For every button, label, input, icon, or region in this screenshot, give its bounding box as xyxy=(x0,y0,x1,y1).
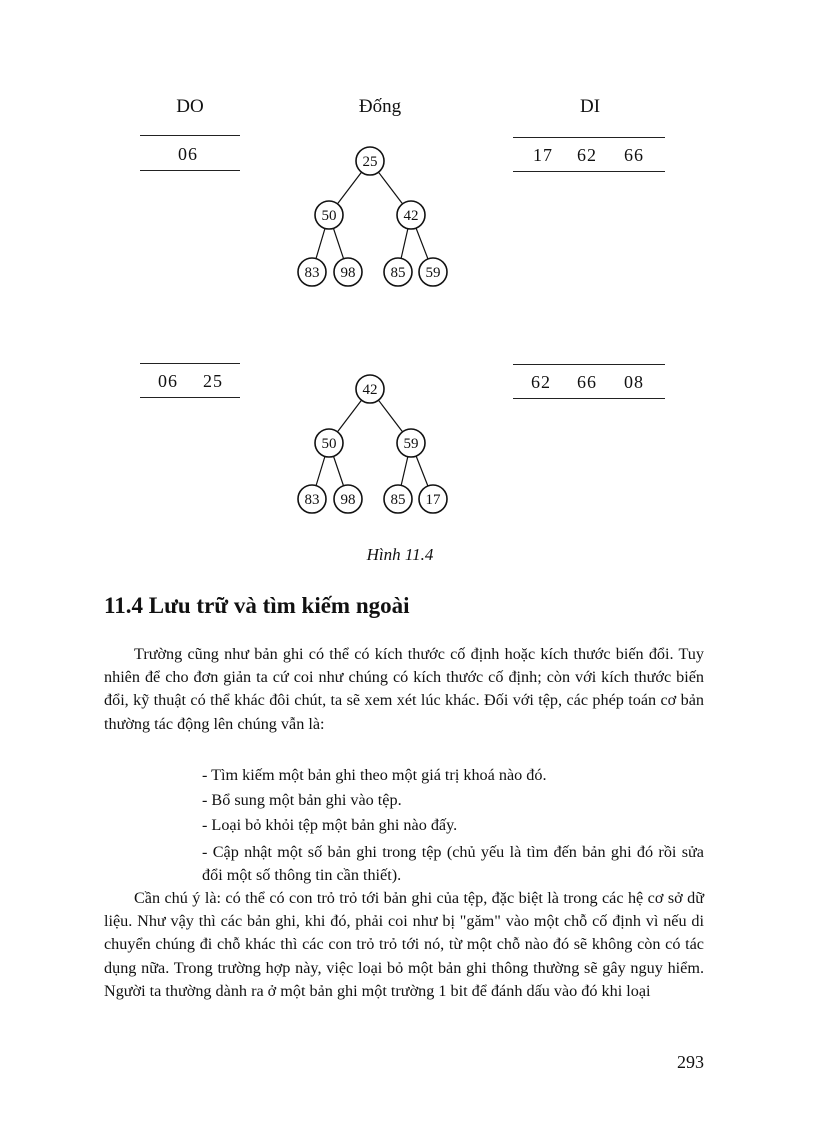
di-cell-1b: 62 xyxy=(577,145,597,165)
heap-node xyxy=(397,429,425,457)
di-cell-2b: 66 xyxy=(577,372,597,392)
paragraph-2: Cần chú ý là: có thể có con trỏ trỏ tới bản ghi của tệp, đặc biệt là trong các hệ cơ sở dữ liệu. Như vậy thì các bản ghi, khi đó, phải coi như bị "găm" vào một chỗ cố định vì nếu di chuyển chúng đi chỗ khác thì các con trỏ trỏ tới nó, từ một chỗ nào đó sẽ không còn có tác dụng nữa. Trong trường hợp này, việc loại bỏ một bản ghi thông thường sẽ gây nguy hiểm. Người ta thường dành ra ở một bản ghi một trường 1 bit để đánh dấu vào đó khi loại xyxy=(104,889,704,1000)
do-cell-2a: 06 xyxy=(158,371,178,391)
heap-node xyxy=(298,258,326,286)
section-title: 11.4 Lưu trữ và tìm kiếm ngoài xyxy=(104,593,410,618)
heap-node-label: 98 xyxy=(340,265,356,281)
heap-node xyxy=(334,258,362,286)
heap-node-label: 42 xyxy=(403,208,419,224)
heap-node xyxy=(298,485,326,513)
heap-node-label: 98 xyxy=(340,492,356,508)
heap-node xyxy=(419,258,447,286)
paragraph-1: Trường cũng như bản ghi có thể có kích thước cố định hoặc kích thước biến đổi. Tuy nhiên để cho đơn giản ta cứ coi như chúng có kích thước cố định; còn với kích thước biến đổi, kỹ thuật có thể khác đôi chút, ta sẽ xem xét lúc khác. Đối với tệp, các phép toán cơ bản thường tác động lên chúng vẫn là: xyxy=(104,645,704,733)
di-cell-2a: 62 xyxy=(531,372,551,392)
heap-node-label: 25 xyxy=(362,154,378,170)
heap-node-label: 85 xyxy=(390,265,406,281)
heap-node xyxy=(419,485,447,513)
do-cell-1a: 06 xyxy=(178,144,198,164)
heap-node-label: 50 xyxy=(321,436,337,452)
list-item: - Loại bỏ khỏi tệp một bản ghi nào đấy. xyxy=(202,816,458,834)
header-dong: Đống xyxy=(358,96,402,117)
header-do: DO xyxy=(176,96,204,117)
di-cell-1a: 17 xyxy=(533,145,553,165)
di-cell-2c: 08 xyxy=(624,372,644,392)
list-item: - Bổ sung một bản ghi vào tệp. xyxy=(202,791,402,809)
heap-node xyxy=(356,147,384,175)
do-cell-2b: 25 xyxy=(203,371,223,391)
heap-node-label: 85 xyxy=(390,492,406,508)
heap-node xyxy=(384,485,412,513)
heap-node-label: 59 xyxy=(403,436,419,452)
heap-node xyxy=(397,201,425,229)
heap-node-label: 17 xyxy=(425,492,441,508)
heap-node-label: 83 xyxy=(304,265,320,281)
heap-node-label: 59 xyxy=(425,265,441,281)
heap-node xyxy=(315,201,343,229)
heap-node xyxy=(384,258,412,286)
heap-node-label: 42 xyxy=(362,382,378,398)
heap-node xyxy=(356,375,384,403)
list-item: - Cập nhật một số bản ghi trong tệp (chủ yếu là tìm đến bản ghi đó rồi sửa đổi một số thông tin cần thiết). xyxy=(202,843,704,885)
heap-node-label: 50 xyxy=(321,208,337,224)
di-cell-1c: 66 xyxy=(624,145,644,165)
page-number: 293 xyxy=(677,1052,704,1072)
figure-caption: Hình 11.4 xyxy=(366,545,434,564)
list-item: - Tìm kiếm một bản ghi theo một giá trị khoá nào đó. xyxy=(202,766,547,784)
header-di: DI xyxy=(579,96,601,117)
heap-node-label: 83 xyxy=(304,492,320,508)
heap-node xyxy=(334,485,362,513)
heap-node xyxy=(315,429,343,457)
